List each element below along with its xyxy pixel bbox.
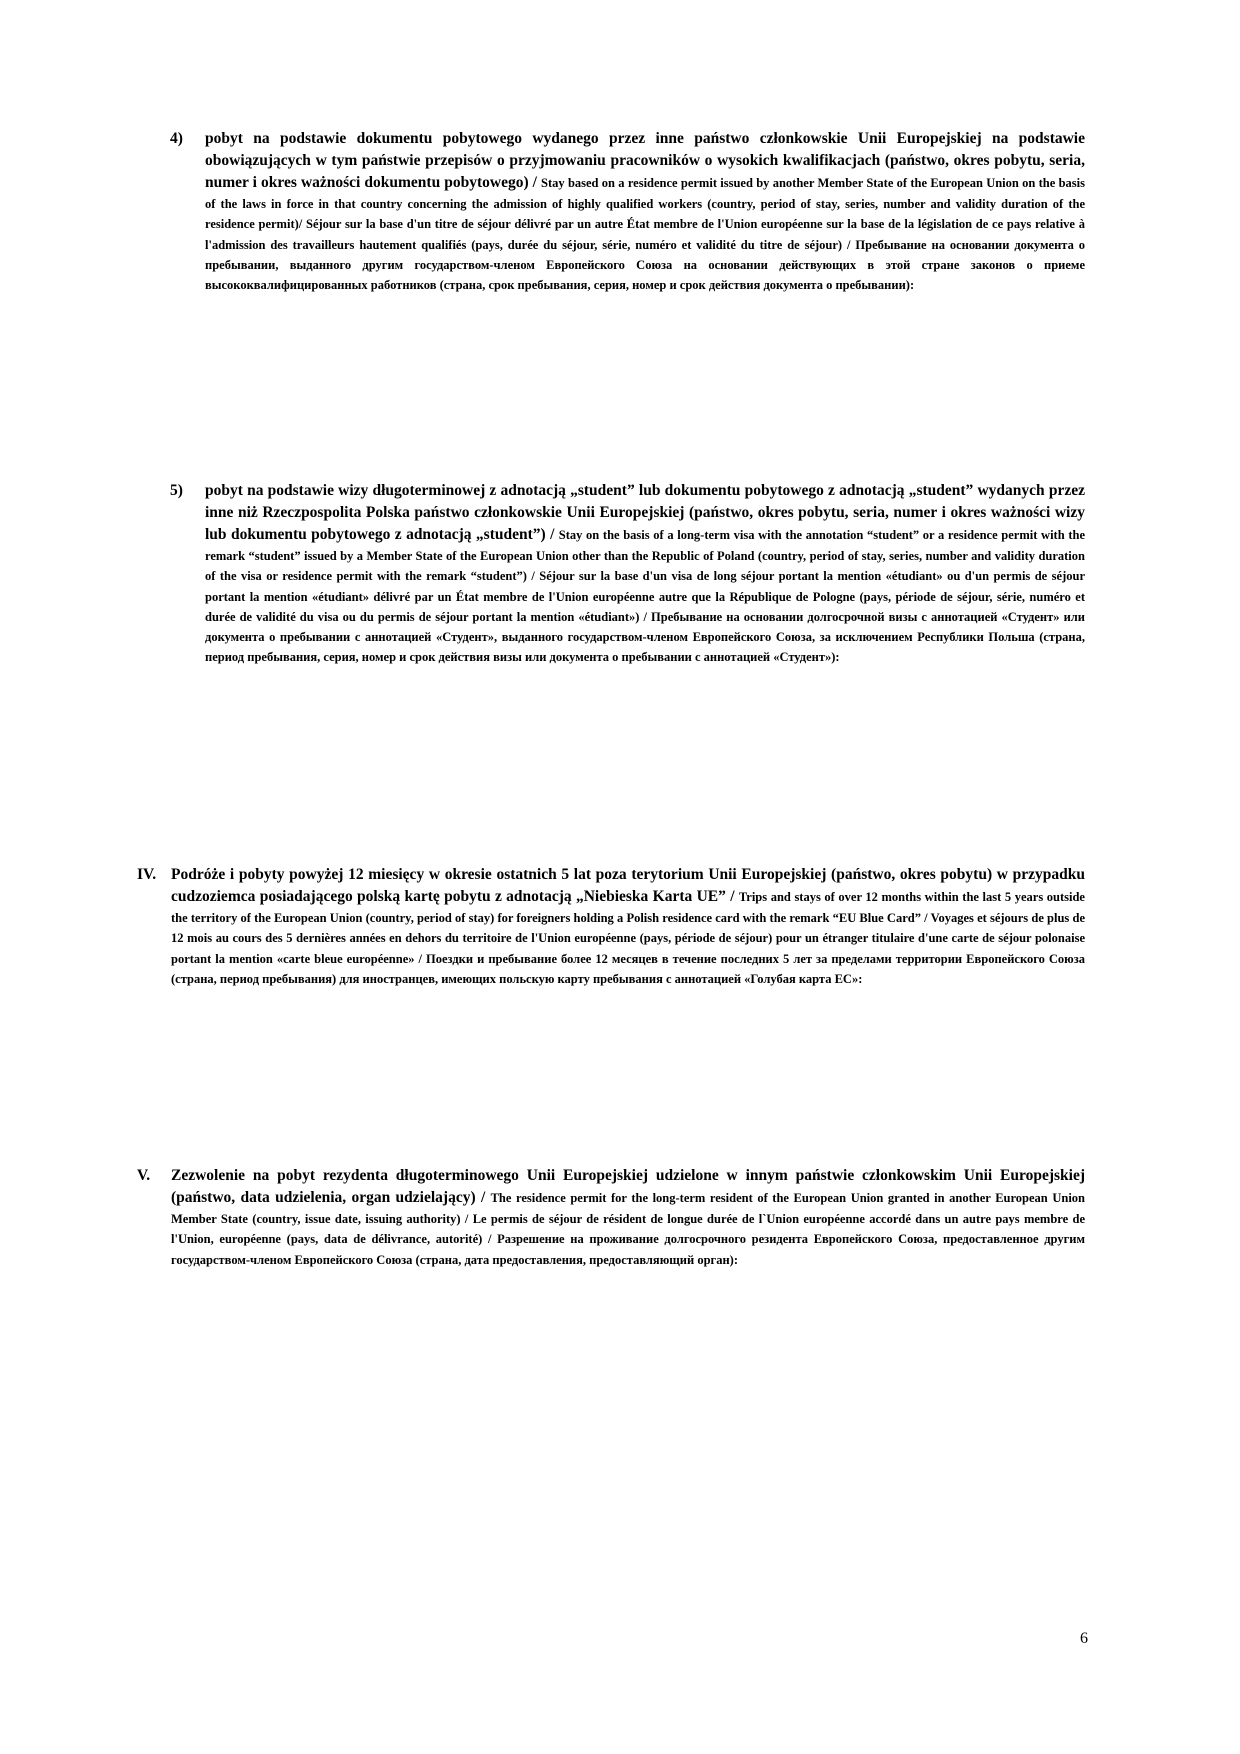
item-4-section <box>205 128 1085 295</box>
section-v <box>171 1165 1085 1270</box>
item-5-translations: Stay on the basis of a long-term visa with the annotation “student” or a residence permit with the remark “student” issued by a Member State of the European Union other than the Republic of Poland (country, period of stay, series, number and validity duration of the visa or residence permit with the remark “student”) / Séjour sur la base d'un visa de long séjour portant la mention «étudiant» ou d'un permis de séjour portant la mention «étudiant» délivré par un État membre de l'Union européenne autre que la République de Pologne (pays, période de séjour, série, numéro et durée de validité du visa ou du permis de séjour portant la mention «étudiant») / Пребывание на основании долгосрочной визы с аннотацией «Студент» или документа о пребывании с аннотацией «Студент», выданного государством-членом Европейского Союза, за исключением Республики Польша (страна, период пребывания, серия, номер и срок действия визы или документа о пребывании с аннотацией «Студент»): <box>205 528 1085 665</box>
section-iv-marker: IV. <box>137 866 157 883</box>
item-5-section <box>205 480 1085 668</box>
section-v-marker: V. <box>137 1167 151 1184</box>
item-4-text <box>205 128 1085 295</box>
item-4-polish-text: pobyt na podstawie dokumentu pobytowego wydanego przez inne państwo członkowskie Unii Europejskiej na podstawie obowiązujących w tym państwie przepisów o przyjmowaniu pracowników o wysokich kwalifikacjach (państwo, okres pobytu, seria, numer i okres ważności dokumentu pobytowego) / <box>205 130 1085 191</box>
section-v-polish-text: Zezwolenie na pobyt rezydenta długoterminowego Unii Europejskiej udzielone w innym państwie członkowskim Unii Europejskiej (państwo, data udzielenia, organ udzielający) / <box>171 1167 1085 1206</box>
page-number: 6 <box>1080 1630 1088 1647</box>
section-iv <box>171 864 1085 989</box>
section-v-translations: The residence permit for the long-term resident of the European Union granted in another European Union Member State (country, issue date, issuing authority) / Le permis de séjour de résident de longue durée de l`Union européenne accordé dans un autre pays membre de l'Union, européenne (pays, data de délivrance, autorité) / Разрешение на проживание долгосрочного резидента Европейского Союза, предоставленное другим государством-членом Европейского Союза (страна, дата предоставления, предоставляющий орган): <box>171 1191 1085 1267</box>
section-iv-text <box>171 864 1085 989</box>
item-4-marker: 4) <box>170 130 183 147</box>
section-v-text <box>171 1165 1085 1270</box>
item-5-marker: 5) <box>170 482 183 499</box>
item-5-polish-text: pobyt na podstawie wizy długoterminowej z adnotacją „student” lub dokumentu pobytowego z adnotacją „student” wydanych przez inne niż Rzeczpospolita Polska państwo członkowskie Unii Europejskiej (państwo, okres pobytu, seria, numer i okres ważności wizy lub dokumentu pobytowego z adnotacją „student”) / <box>205 482 1085 543</box>
section-iv-polish-text: Podróże i pobyty powyżej 12 miesięcy w okresie ostatnich 5 lat poza terytorium Unii Europejskiej (państwo, okres pobytu) w przypadku cudzoziemca posiadającego polską kartę pobytu z adnotacją „Niebieska Karta UE” / <box>171 866 1085 905</box>
item-5-text <box>205 480 1085 668</box>
item-4-translations: Stay based on a residence permit issued by another Member State of the European Union on the basis of the laws in force in that country concerning the admission of highly qualified workers (country, period of stay, series, number and validity duration of the residence permit)/ Séjour sur la base d'un titre de séjour délivré par un autre État membre de l'Union européenne sur la base de la législation de ce pays relative à l'admission des travailleurs hautement qualifiés (pays, durée du séjour, série, numéro et validité du titre de séjour) / Пребывание на основании документа о пребывании, выданного другим государством-членом Европейского Союза на основании действующих в этой стране законов о приеме высококвалифицированных работников (страна, срок пребывания, серия, номер и срок действия документа о пребывании): <box>205 176 1085 293</box>
section-iv-translations: Trips and stays of over 12 months within the last 5 years outside the territory of the European Union (country, period of stay) for foreigners holding a Polish residence card with the remark “EU Blue Card” / Voyages et séjours de plus de 12 mois au cours des 5 dernières années en dehors du territoire de l'Union européenne (pays, période de séjour) pour un étranger titulaire d'une carte de séjour polonaise portant la mention «carte bleue européenne» / Поездки и пребывание более 12 месяцев в течение последних 5 лет за пределами территории Европейского Союза (страна, период пребывания) для иностранцев, имеющих польскую карту пребывания с аннотацией «Голубая карта ЕС»: <box>171 890 1085 986</box>
